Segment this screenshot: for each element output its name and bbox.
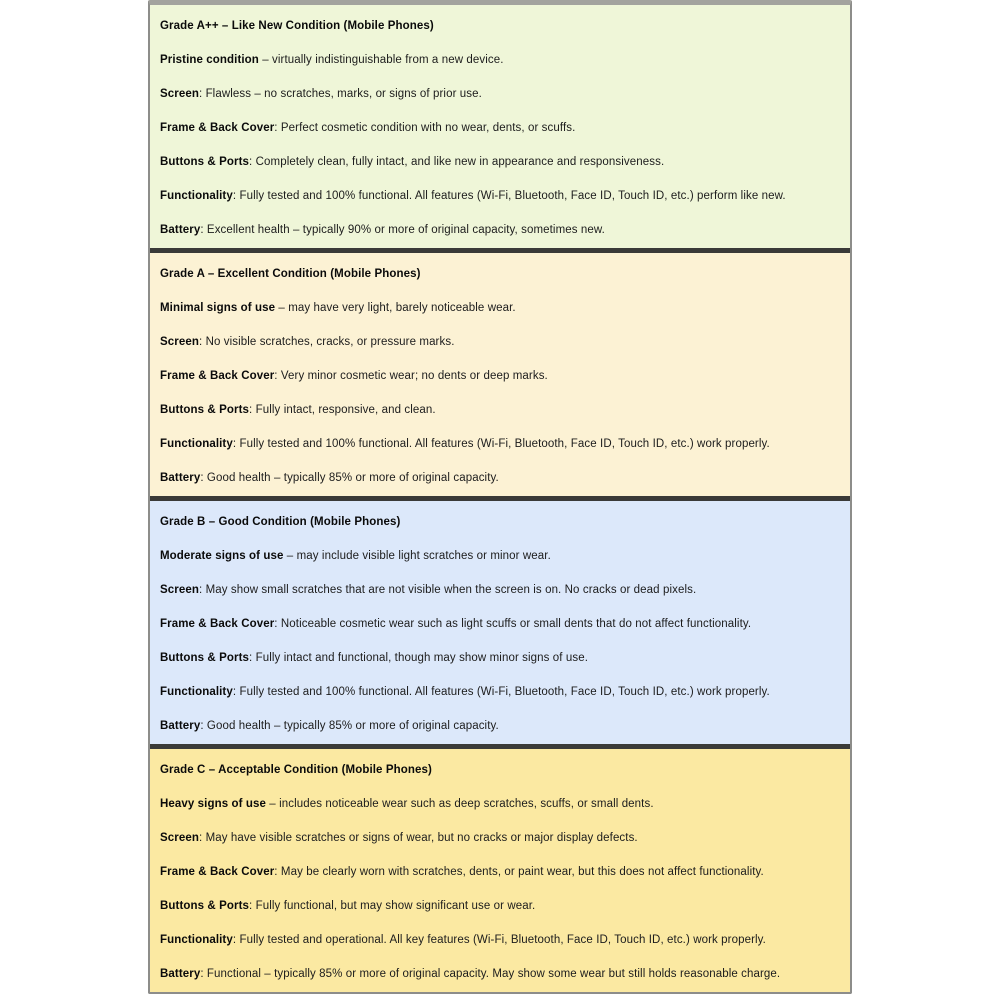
criterion-text: May have visible scratches or signs of wear, but no cracks or major display defects. <box>205 832 638 844</box>
criterion-label: Screen <box>160 832 199 844</box>
criterion-separator: : <box>274 370 281 382</box>
criterion-separator: : <box>232 686 240 698</box>
criterion-text: virtually indistinguishable from a new device. <box>272 54 504 66</box>
criterion-label: Minimal signs of use <box>160 302 276 314</box>
criterion-label: Screen <box>160 584 199 596</box>
criterion-label: Screen <box>160 88 199 100</box>
criterion-label: Functionality <box>160 190 233 202</box>
grade-criterion-row <box>160 335 838 349</box>
criterion-separator: : <box>200 472 207 484</box>
grade-section-grade-a-plus-plus <box>150 5 850 248</box>
grade-criterion-row <box>160 155 838 169</box>
criterion-label: Frame & Back Cover <box>160 866 275 878</box>
criterion-separator: – <box>275 302 289 314</box>
criterion-label: Frame & Back Cover <box>160 370 275 382</box>
grade-criterion-row <box>160 471 838 485</box>
criterion-label: Buttons & Ports <box>160 900 250 912</box>
criterion-label: Functionality <box>160 438 233 450</box>
grade-criterion-row <box>160 617 838 631</box>
section-title-text: Grade A++ – Like New Condition (Mobile Phones) <box>160 20 434 32</box>
grading-document <box>148 0 852 994</box>
criterion-separator: : <box>198 832 206 844</box>
grade-criterion-row <box>160 223 838 237</box>
criterion-text: Flawless – no scratches, marks, or signs of prior use. <box>205 88 482 100</box>
criterion-text: Perfect cosmetic condition with no wear, dents, or scuffs. <box>280 122 576 134</box>
grade-criterion-row <box>160 933 838 947</box>
criterion-separator: : <box>232 190 240 202</box>
criterion-separator: : <box>200 968 207 980</box>
criterion-separator: – <box>283 550 297 562</box>
criterion-text: Excellent health – typically 90% or more of original capacity, sometimes new. <box>206 224 605 236</box>
criterion-separator: : <box>232 934 240 946</box>
criterion-separator: : <box>198 88 206 100</box>
criterion-text: Completely clean, fully intact, and like new in appearance and responsiveness. <box>255 156 665 168</box>
section-title <box>160 763 838 777</box>
criterion-label: Heavy signs of use <box>160 798 266 810</box>
criterion-text: Good health – typically 85% or more of original capacity. <box>206 472 499 484</box>
criterion-text: Fully functional, but may show significant use or wear. <box>255 900 536 912</box>
grade-section-grade-b <box>150 496 850 744</box>
criterion-label: Battery <box>160 224 201 236</box>
criterion-separator: : <box>200 224 207 236</box>
criterion-text: Fully intact and functional, though may show minor signs of use. <box>255 652 589 664</box>
grade-criterion-row <box>160 189 838 203</box>
grade-criterion-row <box>160 437 838 451</box>
section-title <box>160 19 838 33</box>
criterion-text: Fully intact, responsive, and clean. <box>255 404 436 416</box>
grade-section-grade-c <box>150 744 850 992</box>
criterion-text: Fully tested and operational. All key features (Wi-Fi, Bluetooth, Face ID, Touch ID, etc.) work properly. <box>239 934 766 946</box>
grade-criterion-row <box>160 967 838 981</box>
section-title-text: Grade C – Acceptable Condition (Mobile Phones) <box>160 764 432 776</box>
criterion-label: Buttons & Ports <box>160 652 250 664</box>
criterion-separator: : <box>249 156 256 168</box>
criterion-text: No visible scratches, cracks, or pressure marks. <box>205 336 455 348</box>
criterion-label: Buttons & Ports <box>160 156 250 168</box>
criterion-separator: : <box>200 720 207 732</box>
criterion-separator: – <box>258 54 273 66</box>
criterion-label: Pristine condition <box>160 54 259 66</box>
criterion-label: Frame & Back Cover <box>160 618 275 630</box>
criterion-label: Screen <box>160 336 199 348</box>
section-title <box>160 267 838 281</box>
grade-criterion-row <box>160 719 838 733</box>
grade-criterion-row <box>160 301 838 315</box>
criterion-separator: : <box>198 336 206 348</box>
criterion-separator: : <box>232 438 240 450</box>
criterion-text: May be clearly worn with scratches, dents, or paint wear, but this does not affect functionality. <box>280 866 764 878</box>
criterion-text: Functional – typically 85% or more of original capacity. May show some wear but still holds reasonable charge. <box>206 968 781 980</box>
criterion-label: Battery <box>160 472 201 484</box>
criterion-separator: : <box>249 652 256 664</box>
criterion-separator: : <box>274 866 281 878</box>
criterion-label: Frame & Back Cover <box>160 122 275 134</box>
criterion-text: Fully tested and 100% functional. All features (Wi-Fi, Bluetooth, Face ID, Touch ID, etc.) work properly. <box>239 438 770 450</box>
criterion-separator: – <box>265 798 280 810</box>
criterion-text: Noticeable cosmetic wear such as light scuffs or small dents that do not affect functionality. <box>280 618 752 630</box>
criterion-text: may include visible light scratches or minor wear. <box>296 550 551 562</box>
grade-criterion-row <box>160 831 838 845</box>
grade-criterion-row <box>160 865 838 879</box>
criterion-label: Moderate signs of use <box>160 550 284 562</box>
criterion-text: May show small scratches that are not visible when the screen is on. No cracks or dead pixels. <box>205 584 697 596</box>
grade-criterion-row <box>160 651 838 665</box>
criterion-label: Buttons & Ports <box>160 404 250 416</box>
criterion-label: Battery <box>160 720 201 732</box>
grade-criterion-row <box>160 369 838 383</box>
criterion-separator: : <box>249 900 256 912</box>
criterion-separator: : <box>198 584 206 596</box>
section-title <box>160 515 838 529</box>
grade-criterion-row <box>160 899 838 913</box>
criterion-text: Very minor cosmetic wear; no dents or deep marks. <box>280 370 548 382</box>
grade-criterion-row <box>160 121 838 135</box>
grade-criterion-row <box>160 403 838 417</box>
criterion-text: may have very light, barely noticeable wear. <box>288 302 516 314</box>
criterion-text: Fully tested and 100% functional. All features (Wi-Fi, Bluetooth, Face ID, Touch ID, etc.) perform like new. <box>239 190 786 202</box>
criterion-text: Good health – typically 85% or more of original capacity. <box>206 720 499 732</box>
criterion-text: Fully tested and 100% functional. All features (Wi-Fi, Bluetooth, Face ID, Touch ID, etc.) work properly. <box>239 686 770 698</box>
criterion-label: Battery <box>160 968 201 980</box>
grade-section-grade-a <box>150 248 850 496</box>
criterion-separator: : <box>274 122 281 134</box>
section-title-text: Grade B – Good Condition (Mobile Phones) <box>160 516 401 528</box>
grade-criterion-row <box>160 87 838 101</box>
grade-criterion-row <box>160 549 838 563</box>
grade-criterion-row <box>160 583 838 597</box>
criterion-text: includes noticeable wear such as deep scratches, scuffs, or small dents. <box>279 798 654 810</box>
criterion-separator: : <box>249 404 256 416</box>
section-title-text: Grade A – Excellent Condition (Mobile Phones) <box>160 268 421 280</box>
criterion-separator: : <box>274 618 281 630</box>
grade-criterion-row <box>160 53 838 67</box>
criterion-label: Functionality <box>160 934 233 946</box>
criterion-label: Functionality <box>160 686 233 698</box>
grade-criterion-row <box>160 797 838 811</box>
grade-criterion-row <box>160 685 838 699</box>
